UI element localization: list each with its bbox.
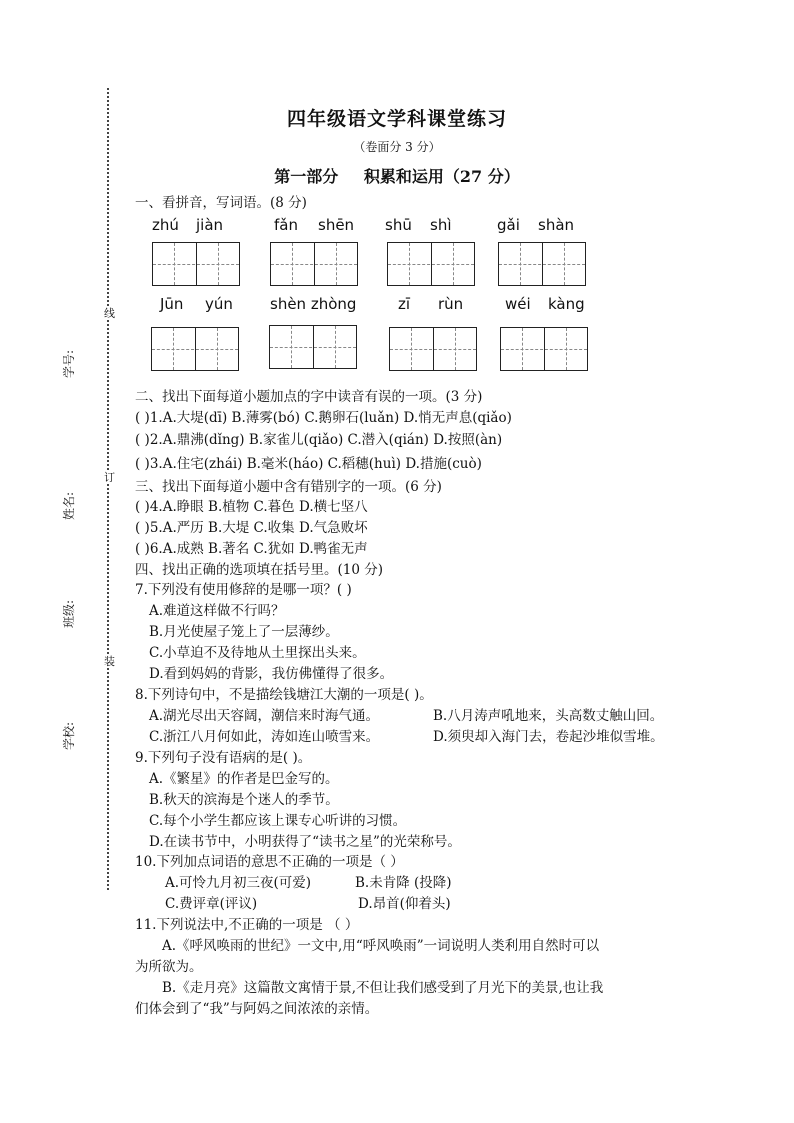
q2-heading: 二、找出下面每道小题加点的字中读音有误的一项。(3 分) <box>135 389 483 405</box>
pinyin: zhú <box>152 216 179 234</box>
q11-option-b-line2: 们体会到了“我”与阿妈之间浓浓的亲情。 <box>135 1001 379 1017</box>
writing-grid[interactable] <box>270 242 358 286</box>
writing-grid[interactable] <box>151 327 239 371</box>
q10-stem: 10.下列加点词语的意思不正确的一项是（ ） <box>135 854 404 870</box>
pinyin: yún <box>205 295 233 313</box>
q2-item-2: ( )2.A.鼎沸(dǐng) B.家雀儿(qiǎo) C.潜入(qián) D.按照(àn) <box>135 432 503 448</box>
q8-option-a: A.湖光尽出天容阔，潮信来时海气通。 <box>149 708 380 724</box>
binding-mark-xian: 线 <box>104 307 115 320</box>
page-title: 四年级语文学科课堂练习 <box>286 108 507 130</box>
q9-option-c: C.每个小学生都应该上课专心听讲的习惯。 <box>149 813 407 829</box>
q3-item-4: ( )4.A.睁眼 B.植物 C.暮色 D.横七坚八 <box>135 499 368 515</box>
q4-heading: 四、找出正确的选项填在括号里。(10 分) <box>135 562 384 578</box>
label-class: 班级: <box>62 599 76 628</box>
writing-grid[interactable] <box>387 242 475 286</box>
label-school: 学校: <box>62 721 76 750</box>
pinyin: kàng <box>548 295 585 313</box>
q11-option-a-line1: A.《呼风唤雨的世纪》一文中,用“呼风唤雨”一词说明人类利用自然时可以 <box>162 938 600 954</box>
pinyin: shū <box>385 216 412 234</box>
pinyin: gǎi <box>497 216 520 234</box>
q7-option-c: C.小草迫不及待地从土里探出头来。 <box>149 645 366 661</box>
pinyin: rùn <box>438 295 464 313</box>
binding-mark-zhuang: 装 <box>104 655 115 668</box>
label-name: 姓名: <box>62 491 76 520</box>
writing-grid[interactable] <box>500 327 588 371</box>
binding-mark-ding: 订 <box>104 471 115 484</box>
q7-option-d: D.看到妈妈的背影，我仿佛懂得了很多。 <box>149 666 394 682</box>
q8-option-c: C.浙江八月何如此，涛如连山喷雪来。 <box>149 729 380 745</box>
q11-option-a-line2: 为所欲为。 <box>135 959 203 975</box>
q2-item-3: ( )3.A.住宅(zhái) B.毫米(háo) C.稻穗(huì) D.措施(cuò) <box>135 456 482 472</box>
pinyin: shēn <box>318 216 355 234</box>
pinyin: Jūn <box>160 295 184 313</box>
q10-option-a: A.可怜九月初三夜(可爱) <box>165 875 312 891</box>
part-name: 第一部分 <box>274 167 339 186</box>
q8-stem: 8.下列诗句中，不是描绘钱塘江大潮的一项是( )。 <box>135 687 433 703</box>
q9-option-a: A.《繁星》的作者是巴金写的。 <box>149 771 339 787</box>
q8-option-b: B.八月涛声吼地来，头高数丈触山回。 <box>433 708 664 724</box>
q2-item-1: ( )1.A.大堤(dī) B.薄雾(bó) C.鹅卵石(luǎn) D.悄无声息(qiǎo) <box>135 410 512 426</box>
pinyin: shàn <box>538 216 575 234</box>
writing-grid[interactable] <box>498 242 586 286</box>
q3-item-5: ( )5.A.严历 B.大堤 C.收集 D.气急败坏 <box>135 520 368 536</box>
q9-option-d: D.在读书节中，小明获得了“读书之星”的光荣称号。 <box>149 834 461 850</box>
part-topic: 积累和运用（27 分） <box>363 167 520 186</box>
q7-option-a: A.难道这样做不行吗？ <box>149 603 285 619</box>
q10-option-d: D.昂首(仰着头) <box>358 896 451 912</box>
q9-stem: 9.下列句子没有语病的是( )。 <box>135 750 312 766</box>
pinyin: zī <box>398 295 411 313</box>
q7-stem: 7.下列没有使用修辞的是哪一项？( ) <box>135 582 352 598</box>
pinyin: shì <box>430 216 452 234</box>
writing-grid[interactable] <box>152 242 240 286</box>
label-student-number: 学号: <box>62 349 76 378</box>
q10-option-c: C.费评章(评议) <box>165 896 258 912</box>
writing-grid[interactable] <box>389 327 477 371</box>
q10-option-b: B.未肯降 (投降) <box>355 875 452 891</box>
writing-grid[interactable] <box>269 325 357 369</box>
q9-option-b: B.秋天的滨海是个迷人的季节。 <box>149 792 339 808</box>
pinyin: shèn zhòng <box>270 295 357 313</box>
page-subtitle: （卷面分 3 分） <box>353 140 441 154</box>
q11-stem: 11.下列说法中,不正确的一项是 （ ） <box>135 917 359 933</box>
part-title <box>0 164 794 187</box>
pinyin: wéi <box>505 295 531 313</box>
q3-heading: 三、找出下面每道小题中含有错别字的一项。(6 分) <box>135 479 442 495</box>
q8-option-d: D.须臾却入海门去，卷起沙堆似雪堆。 <box>433 729 664 745</box>
binding-dotted-line <box>107 88 109 890</box>
pinyin: jiàn <box>196 216 224 234</box>
q11-option-b-line1: B.《走月亮》这篇散文寓情于景,不但让我们感受到了月光下的美景,也让我 <box>162 980 604 996</box>
q3-item-6: ( )6.A.成熟 B.著名 C.犹如 D.鸭雀无声 <box>135 541 368 557</box>
q7-option-b: B.月光使屋子笼上了一层薄纱。 <box>149 624 339 640</box>
q1-heading: 一、看拼音，写词语。(8 分) <box>135 195 307 211</box>
pinyin: fǎn <box>274 216 298 234</box>
